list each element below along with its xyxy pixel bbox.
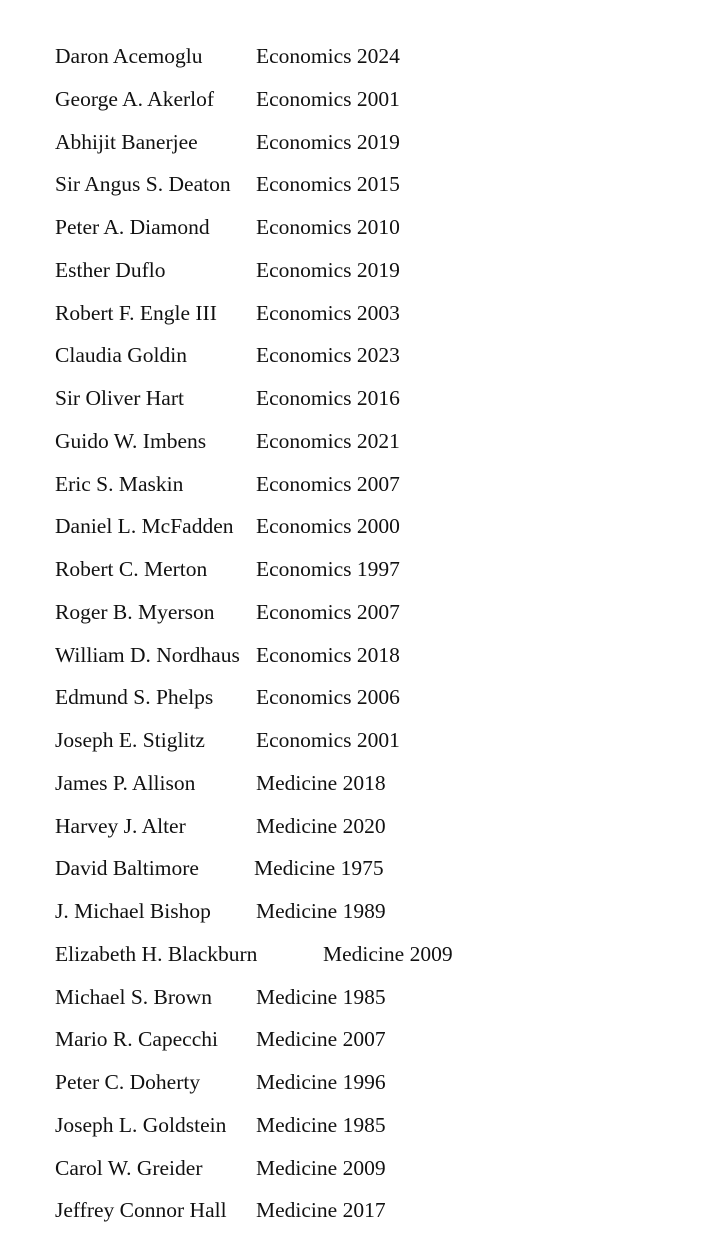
list-item (55, 1018, 695, 1061)
laureate-prize: Economics 2001 (256, 86, 400, 111)
laureate-prize: Medicine 2009 (323, 941, 453, 966)
laureate-prize: Medicine 1989 (256, 899, 386, 923)
laureate-list (55, 35, 695, 1232)
laureate-name: Abhijit Banerjee (55, 129, 198, 154)
list-item (55, 933, 695, 976)
list-item (55, 35, 695, 78)
list-item (55, 847, 695, 890)
laureate-prize: Economics 1997 (256, 557, 400, 581)
laureate-name: Sir Angus S. Deaton (55, 172, 231, 197)
laureate-prize: Medicine 2017 (256, 1198, 386, 1223)
list-item (55, 292, 695, 335)
laureate-prize: Economics 2003 (256, 300, 400, 325)
laureate-prize: Medicine 1996 (256, 1070, 386, 1094)
list-item (55, 762, 695, 805)
laureate-prize: Economics 2006 (256, 685, 400, 710)
laureate-name: Peter C. Doherty (55, 1070, 201, 1094)
list-item (55, 78, 695, 121)
laureate-name: Carol W. Greider (55, 1155, 203, 1180)
laureate-name: Eric S. Maskin (55, 471, 184, 496)
laureate-prize: Medicine 2018 (256, 770, 386, 795)
laureate-prize: Medicine 1975 (254, 856, 384, 881)
laureate-prize: Medicine 2020 (256, 813, 386, 838)
list-item (55, 163, 695, 206)
laureate-name: Claudia Goldin (55, 343, 187, 368)
laureate-prize: Medicine 2007 (256, 1027, 386, 1052)
laureate-prize: Economics 2007 (256, 599, 400, 624)
laureate-prize: Economics 2021 (256, 428, 400, 453)
laureate-name: Daniel L. McFadden (55, 514, 234, 539)
laureate-name: Esther Duflo (55, 257, 166, 282)
laureate-name: Joseph L. Goldstein (55, 1112, 227, 1137)
list-item (55, 505, 695, 548)
list-item (55, 206, 695, 249)
laureate-prize: Economics 2019 (256, 257, 400, 282)
laureate-name: J. Michael Bishop (55, 899, 211, 923)
laureate-name: Sir Oliver Hart (55, 386, 184, 410)
list-item (55, 249, 695, 292)
laureate-name: Daron Acemoglu (55, 44, 203, 68)
list-item (55, 420, 695, 463)
laureate-prize: Economics 2007 (256, 471, 400, 496)
list-item (55, 463, 695, 506)
laureate-name: James P. Allison (55, 770, 196, 795)
list-item (55, 1104, 695, 1147)
laureate-name: Roger B. Myerson (55, 599, 215, 624)
laureate-prize: Economics 2001 (256, 728, 400, 752)
list-item (55, 805, 695, 848)
list-item (55, 548, 695, 591)
laureate-prize: Medicine 2009 (256, 1155, 386, 1180)
list-item (55, 1189, 695, 1232)
list-item (55, 1147, 695, 1190)
laureate-name: Robert F. Engle III (55, 300, 217, 325)
list-item (55, 890, 695, 933)
laureate-name: Joseph E. Stiglitz (55, 728, 205, 752)
laureate-name: Edmund S. Phelps (55, 685, 214, 710)
list-item (55, 121, 695, 164)
list-item (55, 676, 695, 719)
laureate-prize: Economics 2019 (256, 129, 400, 154)
laureate-prize: Medicine 1985 (256, 1112, 386, 1137)
laureate-prize: Economics 2015 (256, 172, 400, 197)
laureate-name: Guido W. Imbens (55, 428, 207, 453)
laureate-prize: Economics 2000 (256, 514, 400, 539)
laureate-name: Michael S. Brown (55, 984, 213, 1009)
list-item (55, 334, 695, 377)
laureate-name: Jeffrey Connor Hall (55, 1198, 227, 1223)
laureate-name: George A. Akerlof (55, 86, 215, 111)
laureate-name: Mario R. Capecchi (55, 1027, 218, 1052)
laureate-prize: Economics 2010 (256, 215, 400, 239)
laureate-prize: Economics 2016 (256, 386, 400, 410)
list-item (55, 591, 695, 634)
list-item (55, 1061, 695, 1104)
list-item (55, 377, 695, 420)
laureate-prize: Economics 2023 (256, 343, 400, 368)
laureate-name: William D. Nordhaus (55, 642, 240, 667)
list-item (55, 634, 695, 677)
laureate-prize: Economics 2018 (256, 642, 400, 667)
list-item (55, 976, 695, 1019)
laureate-name: Robert C. Merton (55, 557, 208, 581)
list-item (55, 719, 695, 762)
laureate-prize: Medicine 1985 (256, 984, 386, 1009)
laureate-prize: Economics 2024 (256, 44, 400, 68)
laureate-name: Peter A. Diamond (55, 215, 210, 239)
laureate-name: Harvey J. Alter (55, 813, 186, 838)
laureate-name: David Baltimore (55, 856, 199, 881)
laureate-name: Elizabeth H. Blackburn (55, 941, 258, 966)
